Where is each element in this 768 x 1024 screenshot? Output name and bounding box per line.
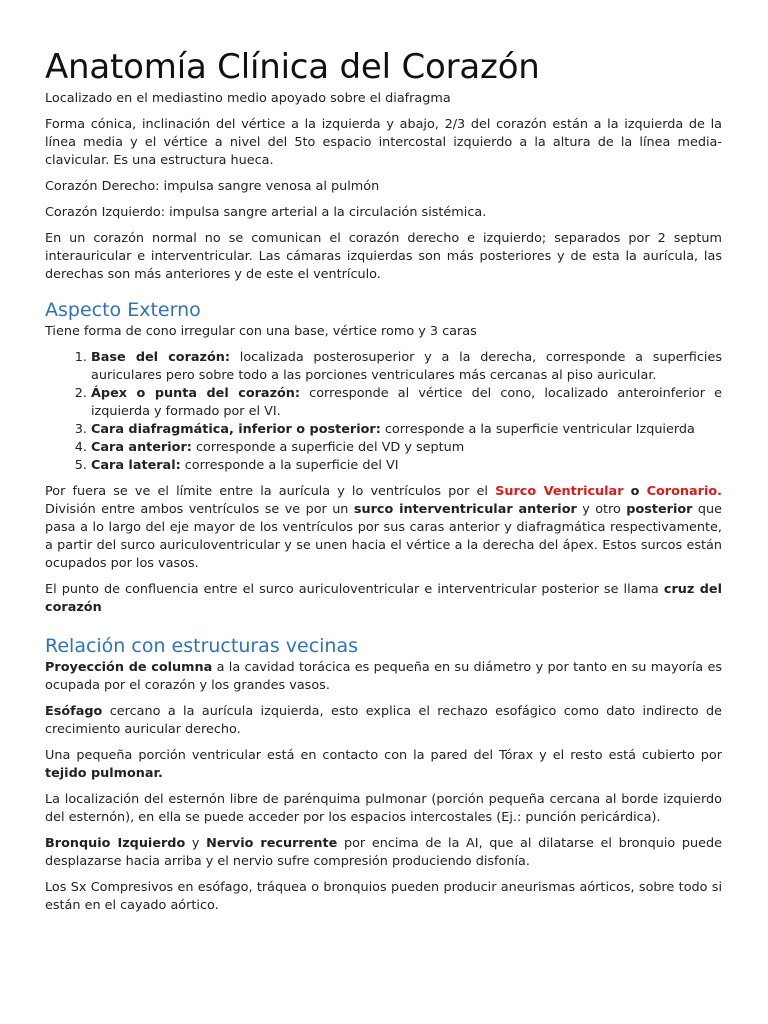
relacion-text: Una pequeña porción ventricular está en contacto con la pared del Tórax y el resto está cubierto por	[45, 748, 722, 763]
surco-text: que pasa a lo largo del eje mayor de los ventrículos por sus caras anterior y diafragmática respectivamente, a partir del surco auriculoventricular y se unen hacia el vértice a la derecha del ápex. Estos surcos están ocupados por los vasos.	[45, 502, 722, 571]
list-item-text: corresponde a la superficie del VI	[180, 458, 399, 473]
aspecto-lead: Tiene forma de cono irregular con una base, vértice romo y 3 caras	[45, 324, 477, 339]
list-item-text: corresponde al vértice del cono, localizado anteroinferior e izquierda y formado por el VI.	[91, 386, 722, 419]
surco-paragraph	[45, 483, 722, 573]
surco-posterior: posterior	[626, 502, 693, 517]
list-item-text: corresponde a la superficie ventricular Izquierda	[380, 422, 695, 437]
surco-text: División entre ambos ventrículos se ve por un	[45, 502, 354, 517]
surco-or: o	[630, 484, 640, 499]
intro-septum: En un corazón normal no se comunican el corazón derecho e izquierdo; separados por 2 septum interauricular e interventricular. Las cámaras izquierdas son más posteriores y de esta la aurícula, las derechas son más anteriores y de este el ventrículo.	[45, 231, 722, 282]
list-item-term: Base del corazón:	[91, 350, 230, 365]
term-tejido-pulmonar: tejido pulmonar.	[45, 766, 163, 781]
term-bronquio: Bronquio Izquierdo	[45, 836, 186, 851]
intro-location: Localizado en el mediastino medio apoyado sobre el diafragma	[45, 91, 451, 106]
cruz-paragraph	[45, 581, 722, 617]
relacion-compresivos: Los Sx Compresivos en esófago, tráquea o bronquios pueden producir aneurismas aórticos, sobre todo si están en el cayado aórtico.	[45, 880, 722, 913]
list-item-term: Cara anterior:	[91, 440, 192, 455]
list-item-text: localizada posterosuperior y a la derecha, corresponde a superficies auriculares pero sobre todo a las porciones ventriculares más cercanas al piso auricular.	[91, 350, 722, 383]
surco-coronario-term: Coronario.	[646, 484, 723, 499]
intro-shape: Forma cónica, inclinación del vértice a la izquierda y abajo, 2/3 del corazón están a la izquierda de la línea media y el vértice a nivel del 5to espacio intercostal izquierdo a la altura de la línea media-clavicular. Es una estructura hueca.	[45, 117, 722, 168]
relacion-text: por encima de la AI, que al dilatarse el bronquio puede desplazarse hacia arriba y el nervio sufre compresión produciendo disfonía.	[45, 836, 722, 869]
term-columna: Proyección de columna	[45, 660, 213, 675]
relacion-text: cercano a la aurícula izquierda, esto explica el rechazo esofágico como dato indirecto de crecimiento auricular derecho.	[45, 704, 722, 737]
intro-right-heart: Corazón Derecho: impulsa sangre venosa al pulmón	[45, 179, 380, 194]
relacion-text: a la cavidad torácica es pequeña en su diámetro y por tanto en su mayoría es ocupada por el corazón y los grandes vasos.	[45, 660, 722, 693]
term-nervio: Nervio recurrente	[206, 836, 338, 851]
section-heading-aspecto: Aspecto Externo	[45, 299, 201, 321]
cruz-term: cruz del corazón	[45, 582, 723, 615]
list-item-term: Cara lateral:	[91, 458, 181, 473]
surco-ventricular-term: Surco Ventricular	[495, 484, 624, 499]
relacion-esternon: La localización del esternón libre de parénquima pulmonar (porción pequeña cercana al borde izquierdo del esternón), en ella se puede acceder por los espacios intercostales (Ej.: punción pericárdica).	[45, 792, 722, 825]
page-title: Anatomía Clínica del Corazón	[45, 47, 540, 87]
relacion-text: y	[185, 836, 207, 851]
aspecto-list	[45, 349, 722, 475]
list-item-term: Ápex o punta del corazón:	[91, 386, 301, 401]
term-esofago: Esófago	[45, 704, 103, 719]
section-heading-relacion: Relación con estructuras vecinas	[45, 635, 359, 657]
surco-interventricular-anterior: surco interventricular anterior	[353, 502, 577, 517]
list-item-text: corresponde a superficie del VD y septum	[191, 440, 465, 455]
surco-text: y otro	[576, 502, 627, 517]
surco-text: Por fuera se ve el límite entre la aurícula y lo ventrículos por el	[45, 484, 496, 499]
relacion-pulmonar	[45, 747, 722, 783]
cruz-text: El punto de confluencia entre el surco auriculoventricular e interventricular posterior se llama	[45, 582, 664, 597]
document-page	[45, 44, 722, 915]
list-item-term: Cara diafragmática, inferior o posterior:	[91, 422, 381, 437]
intro-left-heart: Corazón Izquierdo: impulsa sangre arterial a la circulación sistémica.	[45, 205, 487, 220]
list-item	[91, 349, 722, 385]
list-item	[91, 421, 722, 439]
list-item	[91, 457, 722, 475]
list-item	[91, 385, 722, 421]
list-item	[91, 439, 722, 457]
relacion-columna	[45, 659, 722, 695]
relacion-bronquio	[45, 835, 722, 871]
surco-space	[624, 484, 631, 499]
surco-space	[639, 484, 646, 499]
relacion-esofago	[45, 703, 722, 739]
